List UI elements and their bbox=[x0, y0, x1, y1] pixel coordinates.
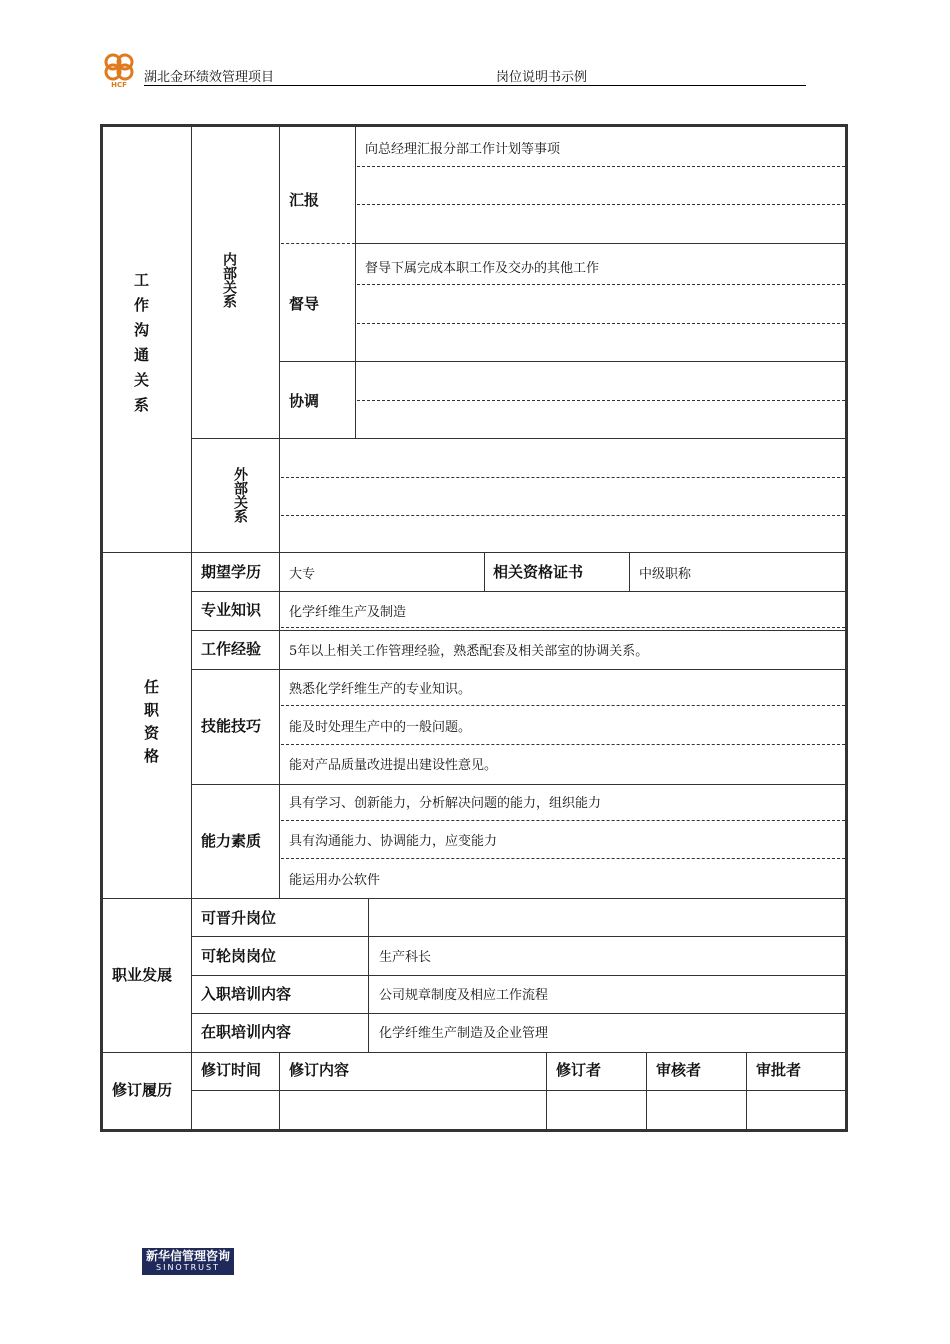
revision-col-header: 修订时间 bbox=[201, 1061, 262, 1079]
experience-value: 5年以上相关工作管理经验，熟悉配套及相关部室的协调关系。 bbox=[289, 644, 649, 659]
dashed-line bbox=[357, 400, 845, 401]
revision-section-label: 修订履历 bbox=[112, 1081, 173, 1099]
communication-section-label: 工作沟通关系 bbox=[132, 272, 150, 422]
rotation-label: 可轮岗岗位 bbox=[201, 947, 277, 965]
onboarding-training-label: 入职培训内容 bbox=[201, 985, 292, 1003]
divider bbox=[191, 127, 192, 1129]
knowledge-value: 化学纤维生产及制造 bbox=[289, 605, 407, 620]
external-relations-label: 外部关系 bbox=[232, 467, 248, 523]
internal-relations-label: 内部关系 bbox=[221, 252, 237, 308]
divider bbox=[279, 361, 845, 362]
report-label: 汇报 bbox=[289, 191, 320, 209]
divider bbox=[191, 1013, 845, 1014]
skill-item: 能及时处理生产中的一般问题。 bbox=[289, 720, 472, 735]
divider bbox=[646, 1052, 647, 1129]
dashed-line bbox=[281, 820, 845, 821]
header-project-title: 湖北金环绩效管理项目 bbox=[144, 70, 275, 85]
ability-item: 能运用办公软件 bbox=[289, 873, 381, 888]
dashed-line bbox=[281, 243, 355, 244]
divider bbox=[103, 898, 845, 899]
onjob-training-value: 化学纤维生产制造及企业管理 bbox=[379, 1026, 549, 1041]
divider bbox=[191, 630, 845, 631]
divider bbox=[279, 438, 280, 552]
ability-item: 具有学习、创新能力，分析解决问题的能力，组织能力 bbox=[289, 796, 602, 811]
revision-col-header: 审批者 bbox=[756, 1061, 802, 1079]
qualification-section-label: 任职资格 bbox=[142, 679, 160, 771]
svg-text:HCF: HCF bbox=[111, 81, 127, 88]
report-text: 向总经理汇报分部工作计划等事项 bbox=[365, 142, 561, 157]
dashed-line bbox=[281, 744, 845, 745]
job-description-table bbox=[100, 124, 848, 1132]
abilities-label: 能力素质 bbox=[201, 832, 262, 850]
onjob-training-label: 在职培训内容 bbox=[201, 1023, 292, 1041]
divider bbox=[484, 552, 485, 591]
experience-label: 工作经验 bbox=[201, 640, 262, 658]
footer-brand-en: SINOTRUST bbox=[156, 1263, 220, 1272]
divider bbox=[546, 1052, 547, 1129]
dashed-line bbox=[281, 627, 845, 628]
rotation-value: 生产科长 bbox=[379, 950, 432, 965]
divider bbox=[629, 552, 630, 591]
skill-item: 能对产品质量改进提出建设性意见。 bbox=[289, 758, 498, 773]
revision-col-header: 修订内容 bbox=[289, 1061, 350, 1079]
dashed-line bbox=[281, 858, 845, 859]
dashed-line bbox=[357, 284, 845, 285]
education-value: 大专 bbox=[289, 567, 316, 582]
dashed-line bbox=[281, 515, 845, 516]
divider bbox=[103, 1052, 845, 1053]
ability-item: 具有沟通能力、协调能力，应变能力 bbox=[289, 834, 498, 849]
divider bbox=[191, 975, 845, 976]
footer-brand-cn: 新华信管理咨询 bbox=[145, 1249, 230, 1263]
divider bbox=[103, 552, 845, 553]
career-section-label: 职业发展 bbox=[112, 966, 173, 984]
revision-col-header: 审核者 bbox=[656, 1061, 702, 1079]
dashed-line bbox=[357, 166, 845, 167]
coordinate-label: 协调 bbox=[289, 392, 320, 410]
onboarding-training-value: 公司规章制度及相应工作流程 bbox=[379, 988, 549, 1003]
supervise-label: 督导 bbox=[289, 295, 320, 313]
divider bbox=[191, 936, 845, 937]
divider bbox=[279, 552, 280, 898]
divider bbox=[191, 438, 845, 439]
supervise-text: 督导下属完成本职工作及交办的其他工作 bbox=[365, 261, 600, 276]
revision-col-header: 修订者 bbox=[556, 1061, 602, 1079]
divider bbox=[191, 669, 845, 670]
certificate-label: 相关资格证书 bbox=[493, 563, 584, 581]
divider bbox=[746, 1052, 747, 1129]
skill-item: 熟悉化学纤维生产的专业知识。 bbox=[289, 682, 472, 697]
promotion-label: 可晋升岗位 bbox=[201, 909, 277, 927]
divider bbox=[355, 243, 845, 244]
hcf-logo-icon bbox=[100, 52, 138, 88]
header-doc-title: 岗位说明书示例 bbox=[496, 70, 588, 85]
divider bbox=[191, 591, 845, 592]
dashed-line bbox=[357, 204, 845, 205]
dashed-line bbox=[281, 477, 845, 478]
sinotrust-logo bbox=[142, 1248, 234, 1275]
dashed-line bbox=[357, 323, 845, 324]
dashed-line bbox=[281, 705, 845, 706]
header-rule bbox=[144, 85, 806, 86]
divider bbox=[279, 1052, 280, 1129]
knowledge-label: 专业知识 bbox=[201, 601, 262, 619]
certificate-value: 中级职称 bbox=[639, 567, 692, 582]
page-header bbox=[100, 52, 806, 88]
skills-label: 技能技巧 bbox=[201, 717, 262, 735]
divider bbox=[355, 127, 356, 438]
divider bbox=[191, 784, 845, 785]
education-label: 期望学历 bbox=[201, 563, 262, 581]
divider bbox=[279, 127, 280, 438]
